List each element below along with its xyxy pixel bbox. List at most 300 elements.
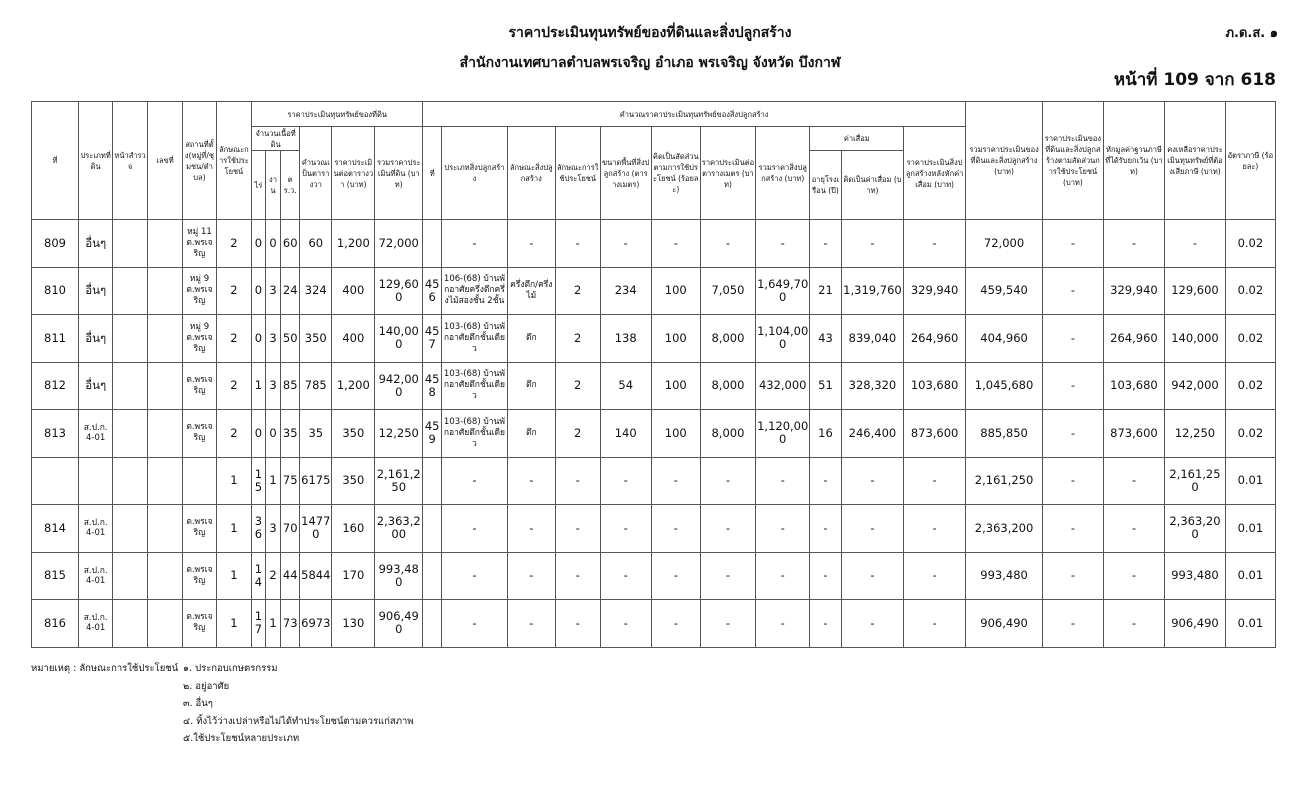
cell-wa: 35 (281, 410, 300, 458)
cell-sqwa: 350 (300, 315, 332, 363)
cell-exemption: 873,600 (1103, 410, 1165, 458)
note-item: ๑. ประกอบเกษตรกรรม (183, 663, 278, 674)
cell-ngan: 1 (265, 600, 281, 648)
cell-survey-page (113, 362, 147, 410)
cell-dep-amount: 1,319,760 (841, 267, 904, 315)
table-row (32, 220, 1276, 268)
notes-items (183, 660, 414, 748)
cell-b-usage: 2 (555, 315, 600, 363)
col-ngan: งาน (265, 151, 281, 220)
cell-survey-page (113, 552, 147, 600)
cell-dep-amount: 328,320 (841, 362, 904, 410)
cell-land-total: 906,490 (375, 600, 423, 648)
cell-b-total: - (756, 600, 810, 648)
cell-b-area: 140 (600, 410, 651, 458)
cell-land-total: 140,000 (375, 315, 423, 363)
cell-b-after-dep: 873,600 (904, 410, 966, 458)
cell-b-pct: - (651, 220, 700, 268)
cell-dep-amount: - (841, 552, 904, 600)
cell-ngan: 3 (265, 362, 281, 410)
cell-b-no: 457 (423, 315, 442, 363)
cell-taxable: 2,363,200 (1165, 505, 1226, 553)
cell-b-area: - (600, 600, 651, 648)
cell-b-usage: 2 (555, 362, 600, 410)
cell-b-kind: ครึ่งตึก/ครึ่งไม้ (507, 267, 555, 315)
cell-survey-page (113, 220, 147, 268)
cell-number (147, 362, 182, 410)
cell-b-price: 8,000 (700, 315, 755, 363)
cell-age: - (810, 220, 841, 268)
page-number: หน้าที่ 109 จาก 618 (1113, 70, 1276, 90)
cell-b-area: 234 (600, 267, 651, 315)
cell-grand-total: 993,480 (965, 552, 1042, 600)
cell-price-per-wa: 130 (332, 600, 375, 648)
cell-dep-amount: 839,040 (841, 315, 904, 363)
col-location: สถานที่ตั้ง(หมู่ที่/ชุมชน/ตำบล) (183, 102, 216, 220)
cell-dep-amount: - (841, 457, 904, 505)
cell-land-total: 129,600 (375, 267, 423, 315)
cell-proportional: - (1043, 600, 1104, 648)
cell-land-total: 2,363,200 (375, 505, 423, 553)
cell-b-no (423, 505, 442, 553)
cell-land-type: ส.ป.ก. 4-01 (78, 505, 112, 553)
cell-b-usage: - (555, 457, 600, 505)
cell-rate: 0.02 (1225, 267, 1275, 315)
col-price-per-wa: ราคาประเมินต่อตารางวา (บาท) (332, 127, 375, 220)
cell-usage: 1 (216, 552, 251, 600)
cell-b-after-dep: - (904, 552, 966, 600)
note-item: ๕.ใช้ประโยชน์หลายประเภท (183, 733, 300, 744)
notes-label: หมายเหตุ : ลักษณะการใช้ประโยชน์ (31, 663, 179, 674)
cell-exemption: 329,940 (1103, 267, 1165, 315)
cell-b-kind: - (507, 552, 555, 600)
cell-b-usage: - (555, 600, 600, 648)
cell-exemption: - (1103, 552, 1165, 600)
cell-usage: 2 (216, 220, 251, 268)
cell-b-pct: - (651, 505, 700, 553)
cell-number (147, 600, 182, 648)
cell-b-price: 8,000 (700, 410, 755, 458)
cell-proportional: - (1043, 267, 1104, 315)
col-building-area: ขนาดพื้นที่สิ่งปลูกสร้าง (ตารางเมตร) (600, 127, 651, 220)
cell-no: 811 (32, 315, 79, 363)
cell-location: ต.พรเจริญ (183, 410, 216, 458)
cell-b-type: 103-(68) บ้านพักอาศัยตึกชั้นเดียว (442, 362, 508, 410)
group-building-assessment: คำนวณราคาประเมินทุนทรัพย์ของสิ่งปลูกสร้าง (423, 102, 966, 127)
cell-grand-total: 1,045,680 (965, 362, 1042, 410)
cell-taxable: 942,000 (1165, 362, 1226, 410)
cell-location: หมู่ 9 ต.พรเจริญ (183, 267, 216, 315)
col-exemption: หักมูลค่าฐานภาษีที่ได้รับยกเว้น (บาท) (1103, 102, 1165, 220)
cell-land-type: อื่นๆ (78, 362, 112, 410)
cell-exemption: 103,680 (1103, 362, 1165, 410)
cell-rai: 0 (252, 410, 266, 458)
cell-b-pct: 100 (651, 410, 700, 458)
cell-grand-total: 72,000 (965, 220, 1042, 268)
col-age: อายุโรงเรือน (ปี) (810, 151, 841, 220)
cell-location (183, 457, 216, 505)
cell-b-kind: - (507, 220, 555, 268)
col-building-usage: ลักษณะการใช้ประโยชน์ (555, 127, 600, 220)
cell-age: 16 (810, 410, 841, 458)
cell-exemption: 264,960 (1103, 315, 1165, 363)
cell-b-price: - (700, 600, 755, 648)
col-building-no: ที่ (423, 127, 442, 220)
cell-b-no (423, 552, 442, 600)
cell-b-usage: - (555, 552, 600, 600)
cell-wa: 60 (281, 220, 300, 268)
cell-b-after-dep: 329,940 (904, 267, 966, 315)
cell-survey-page (113, 600, 147, 648)
document-title: ราคาประเมินทุนทรัพย์ของที่ดินและสิ่งปลูกสร้าง (508, 25, 792, 41)
col-building-kind: ลักษณะสิ่งปลูกสร้าง (507, 127, 555, 220)
cell-b-kind: - (507, 600, 555, 648)
cell-b-price: - (700, 220, 755, 268)
cell-b-no: 456 (423, 267, 442, 315)
col-building-percent: คิดเป็นสัดส่วนตามการใช้ประโยชน์ (ร้อยละ) (651, 127, 700, 220)
col-building-type: ประเภทสิ่งปลูกสร้าง (442, 127, 508, 220)
cell-b-kind: - (507, 505, 555, 553)
table-row (32, 552, 1276, 600)
cell-no: 812 (32, 362, 79, 410)
col-no: ที่ (32, 102, 79, 220)
cell-taxable: 140,000 (1165, 315, 1226, 363)
cell-price-per-wa: 170 (332, 552, 375, 600)
cell-b-pct: - (651, 600, 700, 648)
cell-sqwa: 6973 (300, 600, 332, 648)
cell-survey-page (113, 410, 147, 458)
cell-wa: 85 (281, 362, 300, 410)
cell-price-per-wa: 400 (332, 315, 375, 363)
cell-b-area: - (600, 552, 651, 600)
cell-ngan: 0 (265, 410, 281, 458)
cell-number (147, 315, 182, 363)
cell-b-after-dep: 264,960 (904, 315, 966, 363)
cell-grand-total: 404,960 (965, 315, 1042, 363)
cell-usage: 2 (216, 410, 251, 458)
table-row (32, 600, 1276, 648)
cell-b-no (423, 220, 442, 268)
cell-b-kind: ตึก (507, 410, 555, 458)
cell-number (147, 220, 182, 268)
cell-b-pct: - (651, 552, 700, 600)
cell-land-type: ส.ป.ก. 4-01 (78, 410, 112, 458)
cell-usage: 2 (216, 267, 251, 315)
cell-b-after-dep: - (904, 505, 966, 553)
cell-b-no (423, 600, 442, 648)
cell-b-kind: ตึก (507, 315, 555, 363)
cell-proportional: - (1043, 315, 1104, 363)
cell-wa: 50 (281, 315, 300, 363)
cell-b-usage: - (555, 220, 600, 268)
col-land-total: รวมราคาประเมินที่ดิน (บาท) (375, 127, 423, 220)
cell-rai: 14 (252, 552, 266, 600)
cell-exemption: - (1103, 220, 1165, 268)
cell-b-price: 7,050 (700, 267, 755, 315)
col-taxable: คงเหลือราคาประเมินทุนทรัพย์ที่ต้องเสียภาษี (บาท) (1165, 102, 1226, 220)
cell-b-after-dep: - (904, 457, 966, 505)
cell-b-total: 1,120,000 (756, 410, 810, 458)
cell-b-type: - (442, 552, 508, 600)
cell-number (147, 410, 182, 458)
cell-number (147, 552, 182, 600)
cell-usage: 1 (216, 600, 251, 648)
cell-b-usage: 2 (555, 267, 600, 315)
cell-location: หมู่ 9 ต.พรเจริญ (183, 315, 216, 363)
cell-sqwa: 14770 (300, 505, 332, 553)
table-row (32, 505, 1276, 553)
col-building-after-dep: ราคาประเมินสิ่งปลูกสร้างหลังหักค่าเสื่อม (บาท) (904, 127, 966, 220)
cell-b-after-dep: - (904, 220, 966, 268)
cell-b-kind: ตึก (507, 362, 555, 410)
cell-survey-page (113, 457, 147, 505)
cell-land-total: 12,250 (375, 410, 423, 458)
cell-land-type (78, 457, 112, 505)
cell-usage: 2 (216, 362, 251, 410)
col-number: เลขที่ (147, 102, 182, 220)
cell-rate: 0.01 (1225, 552, 1275, 600)
cell-age: - (810, 600, 841, 648)
cell-taxable: 2,161,250 (1165, 457, 1226, 505)
cell-rate: 0.01 (1225, 600, 1275, 648)
cell-grand-total: 2,363,200 (965, 505, 1042, 553)
cell-rai: 0 (252, 267, 266, 315)
cell-b-type: 103-(68) บ้านพักอาศัยตึกชั้นเดียว (442, 410, 508, 458)
cell-land-type: ส.ป.ก. 4-01 (78, 600, 112, 648)
cell-b-usage: - (555, 505, 600, 553)
cell-proportional: - (1043, 457, 1104, 505)
group-depreciation: ค่าเสื่อม (810, 127, 904, 151)
cell-b-type: - (442, 457, 508, 505)
cell-b-type: 103-(68) บ้านพักอาศัยตึกชั้นเดียว (442, 315, 508, 363)
cell-b-type: - (442, 505, 508, 553)
cell-wa: 75 (281, 457, 300, 505)
table-row (32, 267, 1276, 315)
cell-rai: 1 (252, 362, 266, 410)
cell-number (147, 457, 182, 505)
cell-age: - (810, 505, 841, 553)
cell-b-area: 138 (600, 315, 651, 363)
cell-land-total: 72,000 (375, 220, 423, 268)
cell-land-total: 993,480 (375, 552, 423, 600)
col-sqwa: คำนวณเป็นตารางวา (300, 127, 332, 220)
cell-rai: 0 (252, 220, 266, 268)
document-subtitle: สำนักงานเทศบาลตำบลพรเจริญ อำเภอ พรเจริญ จังหวัด บึงกาฬ (459, 55, 841, 71)
cell-b-kind: - (507, 457, 555, 505)
cell-b-pct: - (651, 457, 700, 505)
cell-b-after-dep: - (904, 600, 966, 648)
table-row (32, 315, 1276, 363)
cell-proportional: - (1043, 552, 1104, 600)
cell-ngan: 3 (265, 315, 281, 363)
cell-sqwa: 6175 (300, 457, 332, 505)
cell-sqwa: 5844 (300, 552, 332, 600)
cell-exemption: - (1103, 505, 1165, 553)
cell-b-pct: 100 (651, 315, 700, 363)
cell-age: - (810, 457, 841, 505)
cell-number (147, 505, 182, 553)
cell-ngan: 1 (265, 457, 281, 505)
group-land-assessment: ราคาประเมินทุนทรัพย์ของที่ดิน (252, 102, 423, 127)
cell-price-per-wa: 1,200 (332, 220, 375, 268)
cell-ngan: 3 (265, 267, 281, 315)
table-row (32, 410, 1276, 458)
cell-survey-page (113, 315, 147, 363)
col-proportional: ราคาประเมินของที่ดินและสิ่งปลูกสร้างตามสัดส่วนการใช้ประโยชน์ (บาท) (1043, 102, 1104, 220)
cell-b-price: - (700, 552, 755, 600)
cell-b-price: 8,000 (700, 362, 755, 410)
cell-land-type: อื่นๆ (78, 315, 112, 363)
cell-b-total: 1,104,000 (756, 315, 810, 363)
cell-rai: 36 (252, 505, 266, 553)
cell-b-area: - (600, 505, 651, 553)
cell-wa: 44 (281, 552, 300, 600)
col-building-price: ราคาประเมินต่อตารางเมตร (บาท) (700, 127, 755, 220)
cell-usage: 1 (216, 505, 251, 553)
cell-rate: 0.01 (1225, 457, 1275, 505)
cell-survey-page (113, 267, 147, 315)
cell-proportional: - (1043, 505, 1104, 553)
cell-land-type: ส.ป.ก. 4-01 (78, 552, 112, 600)
cell-wa: 24 (281, 267, 300, 315)
note-item: ๔. ทิ้งไว้ว่างเปล่าหรือไม่ได้ทำประโยชน์ตามควรแก่สภาพ (183, 715, 414, 727)
cell-rate: 0.02 (1225, 220, 1275, 268)
cell-b-type: 106-(68) บ้านพักอาศัยครึ่งตึกครึ่งไม้สองชั้น 2ชั้น (442, 267, 508, 315)
notes (31, 660, 414, 744)
cell-b-total: - (756, 505, 810, 553)
note-item: ๓. อื่นๆ (183, 698, 213, 709)
cell-b-type: - (442, 220, 508, 268)
cell-b-usage: 2 (555, 410, 600, 458)
cell-wa: 70 (281, 505, 300, 553)
cell-age: 21 (810, 267, 841, 315)
cell-land-type: อื่นๆ (78, 220, 112, 268)
cell-dep-amount: - (841, 600, 904, 648)
cell-age: 51 (810, 362, 841, 410)
cell-exemption: - (1103, 457, 1165, 505)
cell-taxable: 993,480 (1165, 552, 1226, 600)
cell-ngan: 3 (265, 505, 281, 553)
cell-price-per-wa: 1,200 (332, 362, 375, 410)
col-survey-page: หน้าสำรวจ (113, 102, 147, 220)
cell-b-no: 459 (423, 410, 442, 458)
table-row (32, 457, 1276, 505)
cell-age: 43 (810, 315, 841, 363)
cell-price-per-wa: 160 (332, 505, 375, 553)
cell-location: ต.พรเจริญ (183, 552, 216, 600)
cell-price-per-wa: 350 (332, 457, 375, 505)
cell-b-total: - (756, 457, 810, 505)
cell-survey-page (113, 505, 147, 553)
cell-b-area: - (600, 457, 651, 505)
cell-proportional: - (1043, 362, 1104, 410)
cell-wa: 73 (281, 600, 300, 648)
cell-dep-amount: - (841, 220, 904, 268)
cell-no: 815 (32, 552, 79, 600)
cell-no: 810 (32, 267, 79, 315)
cell-location: ต.พรเจริญ (183, 505, 216, 553)
cell-rate: 0.02 (1225, 362, 1275, 410)
cell-land-type: อื่นๆ (78, 267, 112, 315)
cell-usage: 1 (216, 457, 251, 505)
cell-rai: 15 (252, 457, 266, 505)
cell-location: ต.พรเจริญ (183, 362, 216, 410)
cell-b-price: - (700, 505, 755, 553)
cell-sqwa: 60 (300, 220, 332, 268)
cell-b-after-dep: 103,680 (904, 362, 966, 410)
cell-b-price: - (700, 457, 755, 505)
cell-taxable: 906,490 (1165, 600, 1226, 648)
cell-location: ต.พรเจริญ (183, 600, 216, 648)
cell-dep-amount: 246,400 (841, 410, 904, 458)
col-dep-amount: คิดเป็นค่าเสื่อม (บาท) (841, 151, 904, 220)
cell-sqwa: 785 (300, 362, 332, 410)
cell-usage: 2 (216, 315, 251, 363)
cell-rai: 0 (252, 315, 266, 363)
col-land-type: ประเภทที่ดิน (78, 102, 112, 220)
group-land-area: จำนวนเนื้อที่ดิน (252, 127, 300, 151)
cell-grand-total: 459,540 (965, 267, 1042, 315)
cell-b-area: - (600, 220, 651, 268)
cell-b-area: 54 (600, 362, 651, 410)
cell-b-type: - (442, 600, 508, 648)
cell-no (32, 457, 79, 505)
table-row (32, 362, 1276, 410)
col-usage: ลักษณะการใช้ประโยชน์ (216, 102, 251, 220)
cell-location: หมู่ 11 ต.พรเจริญ (183, 220, 216, 268)
cell-rai: 17 (252, 600, 266, 648)
col-grand-total: รวมราคาประเมินของที่ดินและสิ่งปลูกสร้าง (บาท) (965, 102, 1042, 220)
cell-grand-total: 885,850 (965, 410, 1042, 458)
cell-ngan: 0 (265, 220, 281, 268)
cell-no: 814 (32, 505, 79, 553)
cell-b-pct: 100 (651, 362, 700, 410)
cell-b-total: - (756, 552, 810, 600)
cell-b-total: - (756, 220, 810, 268)
cell-grand-total: 906,490 (965, 600, 1042, 648)
cell-b-no (423, 457, 442, 505)
cell-b-total: 1,649,700 (756, 267, 810, 315)
cell-price-per-wa: 400 (332, 267, 375, 315)
form-code: ภ.ด.ส. ๑ (1225, 26, 1278, 41)
col-wa: ตร.ว. (281, 151, 300, 220)
cell-no: 816 (32, 600, 79, 648)
cell-rate: 0.02 (1225, 315, 1275, 363)
cell-proportional: - (1043, 220, 1104, 268)
cell-sqwa: 35 (300, 410, 332, 458)
col-tax-rate: อัตราภาษี (ร้อยละ) (1225, 102, 1275, 220)
cell-no: 813 (32, 410, 79, 458)
cell-taxable: 12,250 (1165, 410, 1226, 458)
col-rai: ไร่ (252, 151, 266, 220)
cell-grand-total: 2,161,250 (965, 457, 1042, 505)
cell-rate: 0.01 (1225, 505, 1275, 553)
cell-ngan: 2 (265, 552, 281, 600)
cell-b-pct: 100 (651, 267, 700, 315)
cell-age: - (810, 552, 841, 600)
cell-rate: 0.02 (1225, 410, 1275, 458)
cell-b-total: 432,000 (756, 362, 810, 410)
cell-taxable: 129,600 (1165, 267, 1226, 315)
cell-number (147, 267, 182, 315)
cell-price-per-wa: 350 (332, 410, 375, 458)
cell-exemption: - (1103, 600, 1165, 648)
table-body (32, 220, 1276, 648)
col-building-total: รวมราคาสิ่งปลูกสร้าง (บาท) (756, 127, 810, 220)
cell-land-total: 942,000 (375, 362, 423, 410)
cell-proportional: - (1043, 410, 1104, 458)
cell-sqwa: 324 (300, 267, 332, 315)
